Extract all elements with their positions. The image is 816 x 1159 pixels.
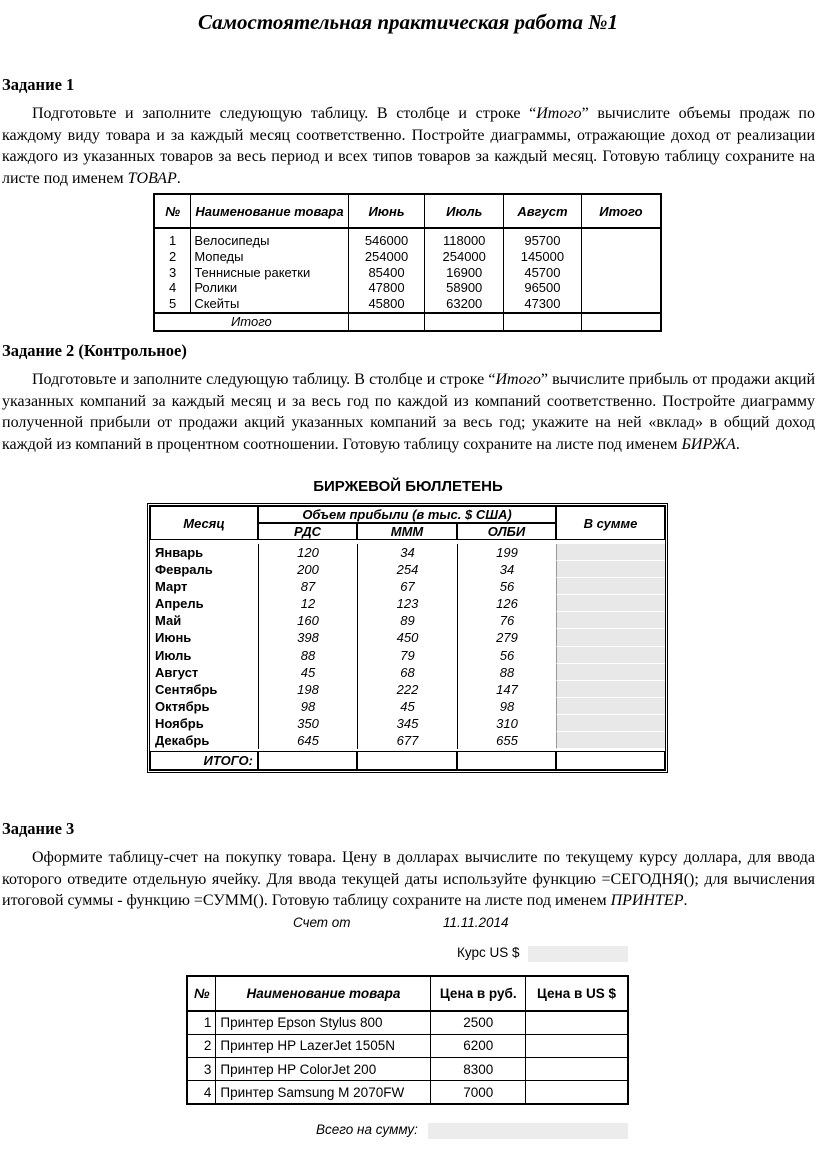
cell: 3 bbox=[154, 265, 191, 281]
cell: Скейты bbox=[191, 296, 348, 313]
cell bbox=[581, 228, 661, 249]
table-row bbox=[187, 1011, 628, 1034]
month-cell: Июль bbox=[155, 647, 192, 663]
cell: 45700 bbox=[504, 265, 582, 281]
value-cell: 279 bbox=[457, 629, 556, 646]
cell: Принтер Samsung M 2070FW bbox=[216, 1081, 431, 1104]
total-label: ИТОГО: bbox=[150, 751, 258, 770]
value-cell: 56 bbox=[457, 578, 556, 595]
value-cell: 123 bbox=[357, 595, 457, 612]
value-cell: 12 bbox=[258, 595, 357, 612]
invoice-label: Счет от bbox=[293, 915, 351, 930]
cell: 58900 bbox=[425, 280, 504, 296]
col-header: № bbox=[154, 194, 191, 228]
total-label: Итого bbox=[154, 313, 348, 331]
table-row bbox=[154, 296, 661, 313]
table-row bbox=[150, 664, 665, 681]
cell: 145000 bbox=[504, 249, 582, 265]
cell: 118000 bbox=[425, 228, 504, 249]
company-header: МММ bbox=[357, 523, 457, 540]
total-cell bbox=[556, 751, 665, 770]
cell: Принтер Epson Stylus 800 bbox=[216, 1011, 431, 1034]
table-row bbox=[150, 732, 665, 749]
cell bbox=[581, 249, 661, 265]
cell: Мопеды bbox=[191, 249, 348, 265]
sum-cell bbox=[556, 629, 665, 646]
value-cell: 398 bbox=[258, 629, 357, 646]
cell bbox=[526, 1011, 628, 1034]
cell: 4 bbox=[154, 280, 191, 296]
cell: 1 bbox=[187, 1011, 216, 1034]
value-cell: 120 bbox=[258, 544, 357, 561]
cell: Принтер HP LazerJet 1505N bbox=[216, 1034, 431, 1057]
value-cell: 88 bbox=[457, 664, 556, 681]
cell: 254000 bbox=[425, 249, 504, 265]
value-cell: 198 bbox=[258, 681, 357, 698]
month-cell: Октябрь bbox=[155, 698, 210, 714]
month-cell: Декабрь bbox=[155, 733, 210, 749]
month-cell: Январь bbox=[155, 545, 204, 560]
value-cell: 56 bbox=[457, 647, 556, 664]
cell bbox=[504, 313, 582, 331]
cell bbox=[348, 313, 425, 331]
col-header: Итого bbox=[581, 194, 661, 228]
table-row bbox=[154, 265, 661, 281]
cell bbox=[581, 280, 661, 296]
table-row bbox=[154, 280, 661, 296]
sum-cell bbox=[556, 715, 665, 732]
goods-table-header bbox=[154, 194, 661, 228]
task3-text: Оформите таблицу-счет на покупку товара. Цену в долларах вычислите по текущему курсу доллара, для ввода которого отведите отдельную ячейку. Для ввода текущей даты используйте функцию =СЕГОДНЯ(); для вычисления итоговой суммы - функцию =СУММ(). Готовую таблицу сохраните на листе под именем ПРИНТЕР. bbox=[2, 849, 815, 909]
cell bbox=[425, 313, 504, 331]
cell: 3 bbox=[187, 1058, 216, 1081]
value-cell: 87 bbox=[258, 578, 357, 595]
bulletin-title: БИРЖЕВОЙ БЮЛЛЕТЕНЬ bbox=[313, 478, 503, 495]
value-cell: 79 bbox=[357, 647, 457, 664]
value-cell: 450 bbox=[357, 629, 457, 646]
total-cell bbox=[357, 751, 457, 770]
col-header: Цена в руб. bbox=[431, 976, 526, 1011]
value-cell: 350 bbox=[258, 715, 357, 732]
value-cell: 199 bbox=[457, 544, 556, 561]
month-cell: Июнь bbox=[155, 630, 192, 646]
sum-cell bbox=[556, 647, 665, 664]
sum-cell bbox=[556, 612, 665, 629]
col-header: Наименование товара bbox=[191, 194, 348, 228]
table-row bbox=[150, 698, 665, 715]
company-header: ОЛБИ bbox=[457, 523, 556, 540]
value-cell: 147 bbox=[457, 681, 556, 698]
value-cell: 222 bbox=[357, 681, 457, 698]
total-cell bbox=[457, 751, 556, 770]
cell: 1 bbox=[154, 228, 191, 249]
sum-header: В сумме bbox=[556, 506, 665, 540]
total-cell bbox=[258, 751, 357, 770]
col-header: Июнь bbox=[348, 194, 425, 228]
table-row bbox=[150, 715, 665, 732]
month-cell: Февраль bbox=[155, 562, 213, 578]
cell: 5 bbox=[154, 296, 191, 313]
task1-text: Подготовьте и заполните следующую таблицу. В столбце и строке “Итого” вычислите объемы продаж по каждому виду товара и за каждый месяц соответственно. Постройте диаграммы, отражающие доход от реализации каждого из указанных товаров за весь период и всех типов товаров за каждый месяц. Готовую таблицу сохраните на листе под именем ТОВАР. bbox=[2, 105, 815, 187]
cell: Ролики bbox=[191, 280, 348, 296]
table-row bbox=[150, 595, 665, 612]
value-cell: 89 bbox=[357, 612, 457, 629]
col-header: № bbox=[187, 976, 216, 1011]
task2-text: Подготовьте и заполните следующую таблицу. В столбце и строке “Итого” вычислите прибыль от продажи акций указанных компаний за каждый месяц и за весь год по каждой из компаний соответственно. Постройте диаграмму полученной прибыли от продажи акций указанных компаний за весь год; укажите на ней «вклад» в общий доход каждой из компаний в процентном соотношении. Готовую таблицу сохраните на листе под именем БИРЖА. bbox=[2, 371, 816, 453]
cell bbox=[526, 1034, 628, 1057]
value-cell: 98 bbox=[258, 698, 357, 715]
cell: 4 bbox=[187, 1081, 216, 1104]
total-row bbox=[154, 313, 661, 331]
col-header: Наименование товара bbox=[216, 976, 431, 1011]
month-cell: Ноябрь bbox=[155, 715, 204, 731]
rate-input-cell bbox=[528, 946, 628, 962]
value-cell: 200 bbox=[258, 561, 357, 578]
goods-table bbox=[153, 193, 662, 332]
value-cell: 45 bbox=[258, 664, 357, 681]
cell: 96500 bbox=[504, 280, 582, 296]
cell: 47300 bbox=[504, 296, 582, 313]
rate-label: Курс US $ bbox=[457, 945, 520, 960]
table-row bbox=[150, 647, 665, 664]
cell: 45800 bbox=[348, 296, 425, 313]
bulletin-table bbox=[147, 503, 668, 773]
col-header: Июль bbox=[425, 194, 504, 228]
invoice-table bbox=[186, 975, 629, 1105]
month-cell: Август bbox=[155, 664, 199, 680]
cell: 95700 bbox=[504, 228, 582, 249]
cell: Велосипеды bbox=[191, 228, 348, 249]
cell: 254000 bbox=[348, 249, 425, 265]
value-cell: 126 bbox=[457, 595, 556, 612]
invoice-date: 11.11.2014 bbox=[443, 915, 509, 930]
value-cell: 34 bbox=[357, 544, 457, 561]
cell: Теннисные ракетки bbox=[191, 265, 348, 281]
value-cell: 645 bbox=[258, 732, 357, 749]
cell bbox=[526, 1058, 628, 1081]
cell: 2 bbox=[154, 249, 191, 265]
total-sum-label: Всего на сумму: bbox=[316, 1122, 418, 1137]
task3-heading: Задание 3 bbox=[2, 819, 75, 838]
table-row bbox=[150, 612, 665, 629]
value-cell: 310 bbox=[457, 715, 556, 732]
cell: 2500 bbox=[431, 1011, 526, 1034]
table-row bbox=[150, 544, 665, 561]
table-row bbox=[150, 561, 665, 578]
task2-heading: Задание 2 (Контрольное) bbox=[2, 341, 187, 360]
cell: 546000 bbox=[348, 228, 425, 249]
sum-cell bbox=[556, 595, 665, 612]
sum-cell bbox=[556, 664, 665, 681]
month-header: Месяц bbox=[150, 506, 258, 540]
col-header: Август bbox=[504, 194, 582, 228]
table-row bbox=[150, 629, 665, 646]
sum-cell bbox=[556, 732, 665, 749]
sum-cell bbox=[556, 681, 665, 698]
sum-cell bbox=[556, 561, 665, 578]
page-title: Самостоятельная практическая работа №1 bbox=[197, 10, 619, 34]
table-row bbox=[154, 249, 661, 265]
month-cell: Март bbox=[155, 579, 188, 595]
cell: 6200 bbox=[431, 1034, 526, 1057]
value-cell: 160 bbox=[258, 612, 357, 629]
value-cell: 254 bbox=[357, 561, 457, 578]
cell bbox=[581, 296, 661, 313]
company-header: РДС bbox=[258, 523, 357, 540]
value-cell: 655 bbox=[457, 732, 556, 749]
table-row bbox=[187, 1081, 628, 1104]
table-row bbox=[187, 1034, 628, 1057]
month-cell: Май bbox=[155, 613, 182, 629]
value-cell: 98 bbox=[457, 698, 556, 715]
value-cell: 88 bbox=[258, 647, 357, 664]
value-cell: 76 bbox=[457, 612, 556, 629]
value-cell: 34 bbox=[457, 561, 556, 578]
cell: Принтер HP ColorJet 200 bbox=[216, 1058, 431, 1081]
cell: 47800 bbox=[348, 280, 425, 296]
value-cell: 677 bbox=[357, 732, 457, 749]
cell bbox=[526, 1081, 628, 1104]
value-cell: 68 bbox=[357, 664, 457, 681]
cell: 7000 bbox=[431, 1081, 526, 1104]
col-header: Цена в US $ bbox=[526, 976, 628, 1011]
cell bbox=[581, 313, 661, 331]
month-cell: Сентябрь bbox=[155, 681, 218, 697]
month-cell: Апрель bbox=[155, 596, 204, 612]
total-row bbox=[150, 751, 665, 770]
table-row bbox=[187, 1058, 628, 1081]
cell: 85400 bbox=[348, 265, 425, 281]
value-cell: 45 bbox=[357, 698, 457, 715]
sum-cell bbox=[556, 578, 665, 595]
table-row bbox=[150, 578, 665, 595]
value-cell: 345 bbox=[357, 715, 457, 732]
cell: 2 bbox=[187, 1034, 216, 1057]
value-cell: 67 bbox=[357, 578, 457, 595]
cell: 63200 bbox=[425, 296, 504, 313]
cell: 8300 bbox=[431, 1058, 526, 1081]
sum-cell bbox=[556, 698, 665, 715]
cell: 16900 bbox=[425, 265, 504, 281]
task1-heading: Задание 1 bbox=[2, 75, 75, 94]
table-row bbox=[150, 681, 665, 698]
sum-cell bbox=[556, 544, 665, 561]
profit-group-header: Объем прибыли (в тыс. $ США) bbox=[258, 506, 556, 523]
total-sum-cell bbox=[428, 1123, 628, 1139]
cell bbox=[581, 265, 661, 281]
table-row bbox=[154, 228, 661, 249]
